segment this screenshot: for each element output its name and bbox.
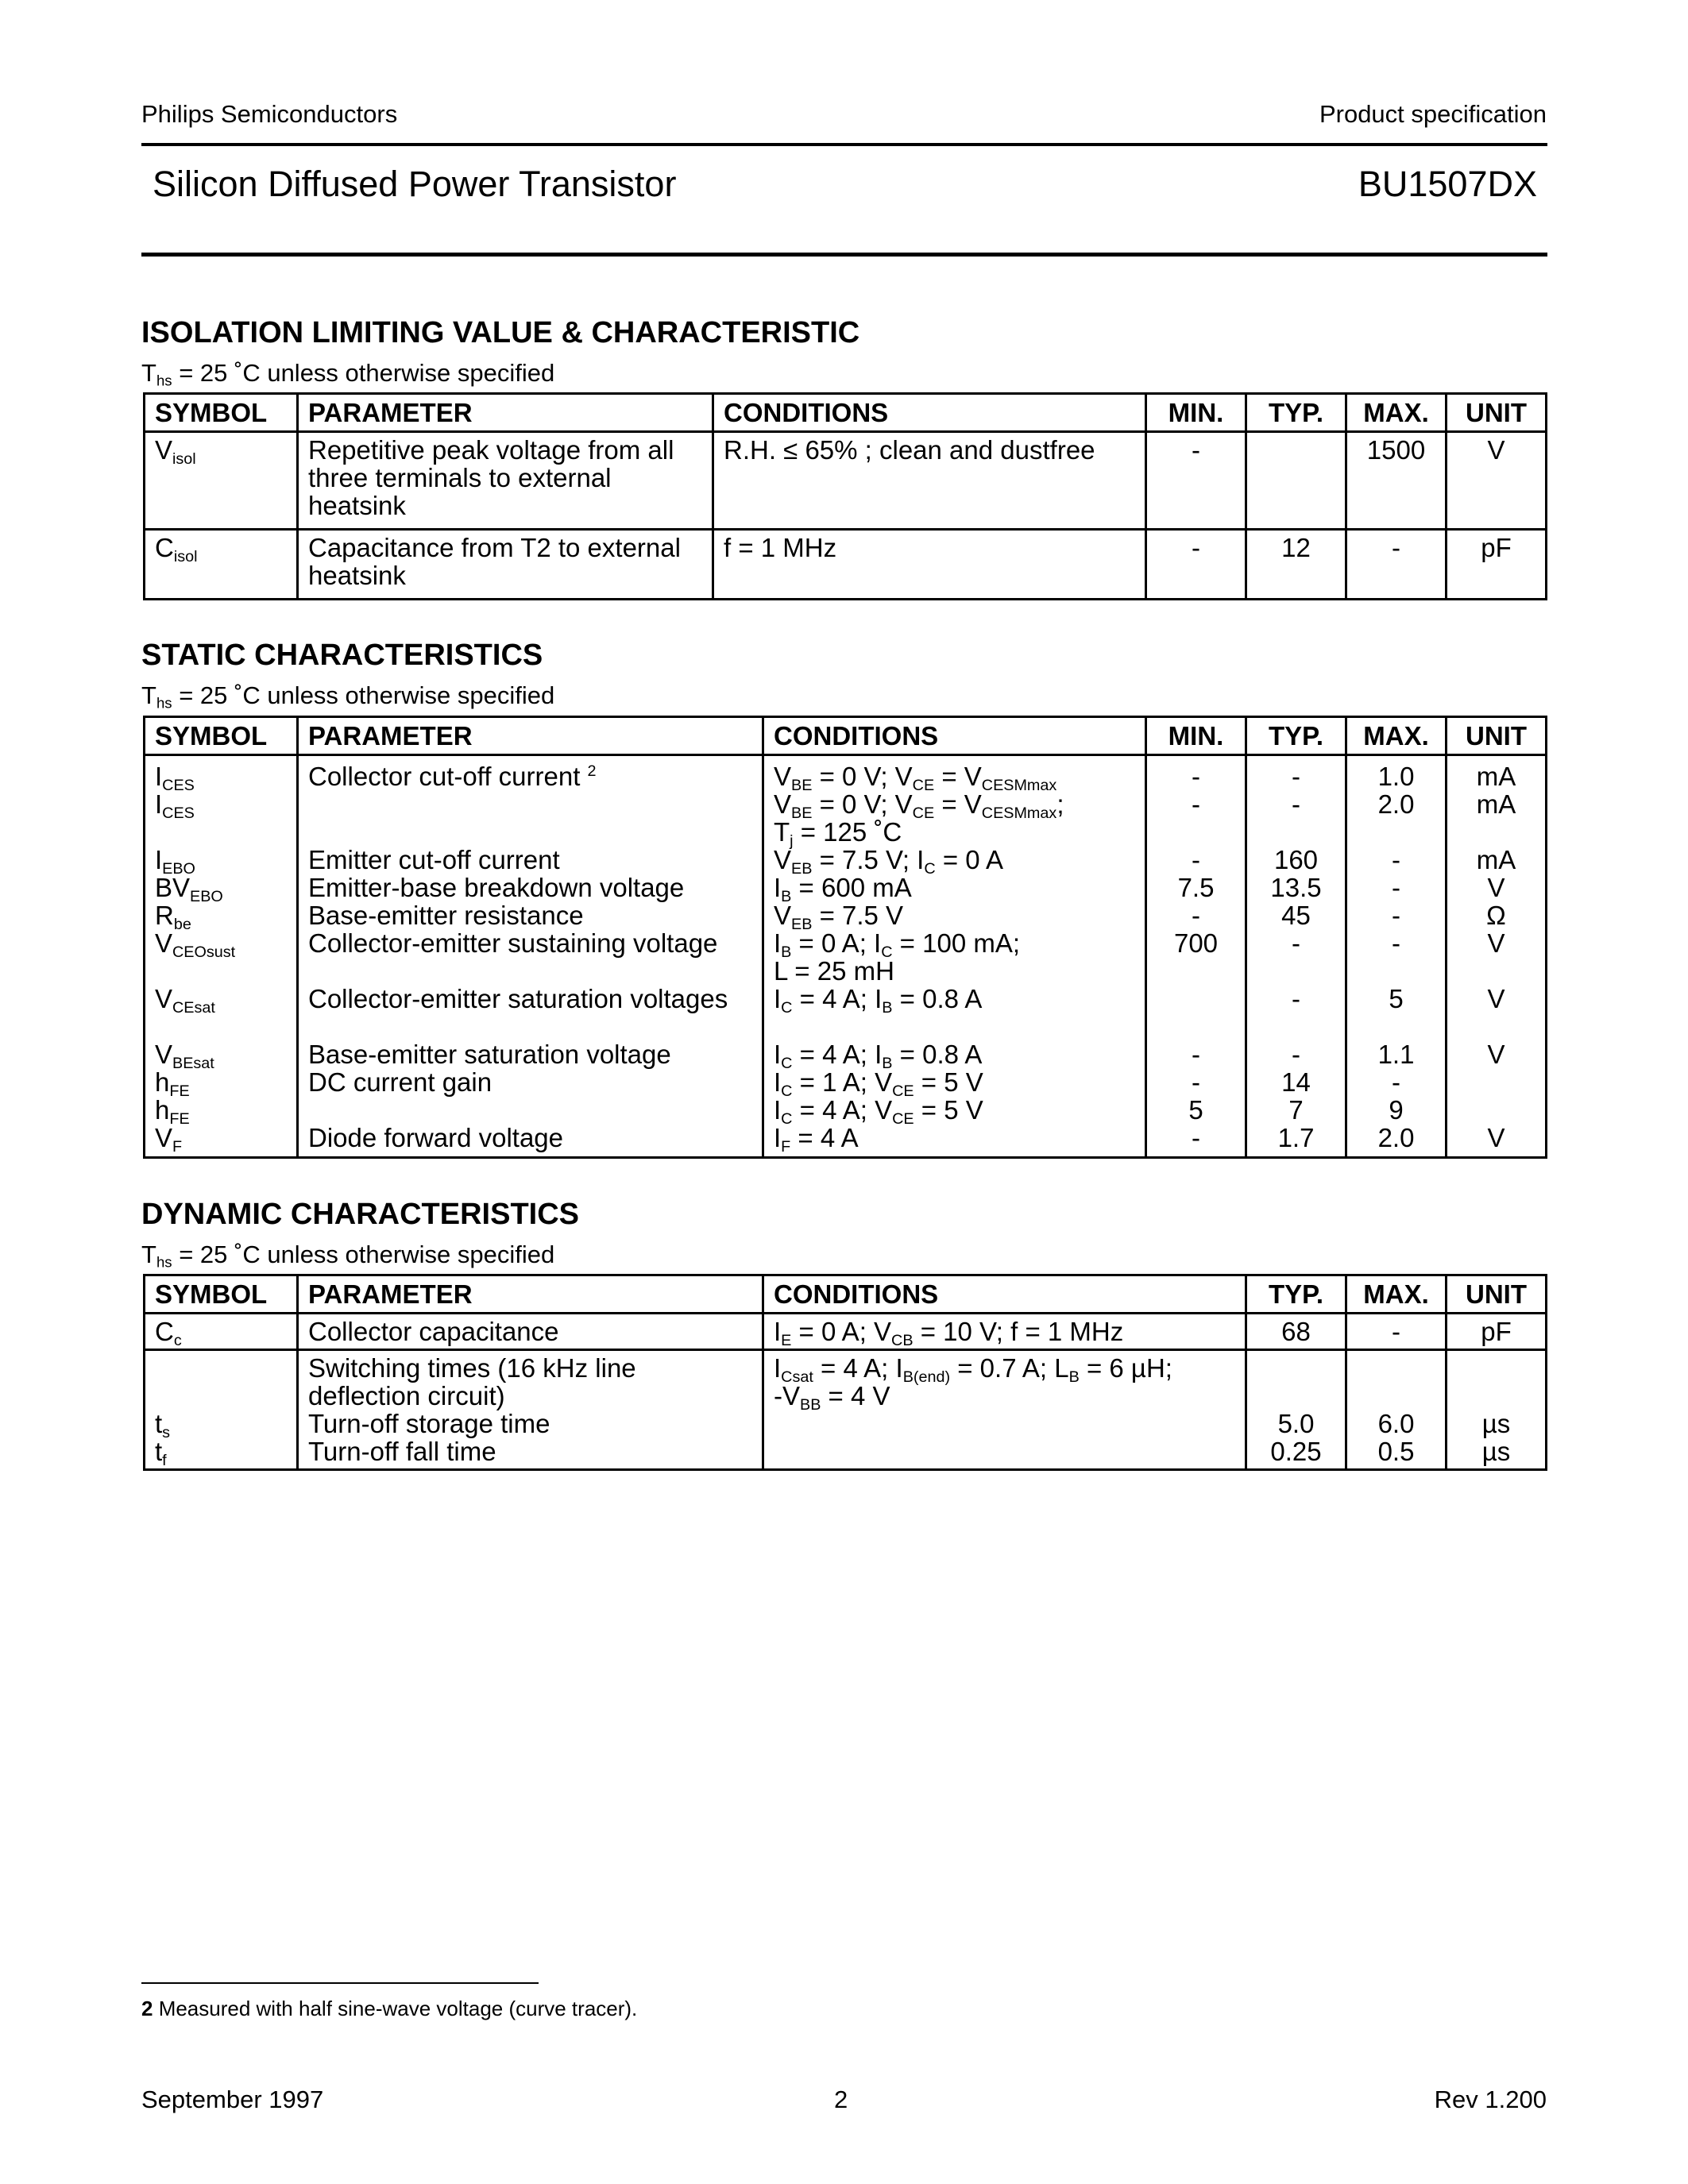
typ-value <box>1257 957 1335 985</box>
static-table <box>143 716 1547 1159</box>
max-value: 2.0 <box>1377 1123 1415 1152</box>
symbol-line: $V_{BEsat}$ <box>155 1040 214 1072</box>
conditions-line: $V_{EB} = 7.5$ V; $I_C = 0$ A <box>774 845 1003 878</box>
min-value: - <box>1192 845 1200 874</box>
max-value: - <box>1392 873 1400 902</box>
parameter-line: Emitter-base breakdown voltage <box>308 873 685 902</box>
table-header-row <box>145 394 1547 432</box>
symbol-line: $BV_{EBO}$ <box>155 873 223 905</box>
dynamic-table <box>143 1274 1547 1471</box>
max-column <box>1346 755 1447 1158</box>
max-value <box>1357 957 1435 985</box>
conditions-line: $I_B = 600$ mA <box>774 873 912 905</box>
col-min: MIN. <box>1146 394 1246 432</box>
unit-cell: pF <box>1447 1314 1547 1350</box>
unit-value <box>1457 957 1535 985</box>
parameter-line: DC current gain <box>308 1067 492 1097</box>
symbol-line: $I_{CES}$ <box>155 762 195 794</box>
min-value <box>1157 1013 1235 1040</box>
max-cell: 1500 <box>1346 432 1447 530</box>
min-value <box>1157 818 1235 846</box>
parameter-cell: Switching times (16 kHz line deflection circuit) Turn-off storage time Turn-off fall time <box>298 1350 763 1470</box>
typ-value: - <box>1292 1040 1300 1069</box>
max-value: 5 <box>1389 984 1404 1013</box>
typ-cell: 68 <box>1246 1314 1346 1350</box>
max-value: - <box>1392 928 1400 958</box>
document-type: Product specification <box>1319 100 1547 128</box>
col-parameter: PARAMETER <box>298 394 713 432</box>
typ-value: - <box>1292 984 1300 1013</box>
max-cell: 6.0 0.5 <box>1346 1350 1447 1470</box>
parameter-line <box>308 818 752 846</box>
conditions-line: $I_C = 4$ A; $I_B = 0.8$ A <box>774 1040 983 1072</box>
max-value: - <box>1392 901 1400 930</box>
table-row <box>145 530 1547 600</box>
col-typ: TYP. <box>1246 394 1346 432</box>
unit-value <box>1457 1096 1535 1124</box>
document-title: Silicon Diffused Power Transistor <box>153 164 677 204</box>
col-parameter: PARAMETER <box>298 717 763 755</box>
unit-value: mA <box>1476 762 1516 791</box>
table-header-row <box>145 1275 1547 1314</box>
conditions-line: $I_C = 1$ A; $V_{CE} = 5$ V <box>774 1067 983 1100</box>
max-value: 1.0 <box>1377 762 1415 791</box>
symbol-line: $h_{FE}$ <box>155 1095 190 1128</box>
parameter-cell: Capacitance from T2 to external heatsink <box>298 530 713 600</box>
col-typ: TYP. <box>1246 717 1346 755</box>
parameter-line: Base-emitter saturation voltage <box>308 1040 671 1069</box>
unit-value: Ω <box>1486 901 1506 930</box>
symbol-line: $I_{EBO}$ <box>155 845 195 878</box>
parameter-line: Base-emitter resistance <box>308 901 584 930</box>
col-conditions: CONDITIONS <box>763 717 1146 755</box>
parameter-line: Emitter cut-off current <box>308 845 560 874</box>
company-name: Philips Semiconductors <box>141 100 398 128</box>
min-column <box>1146 755 1246 1158</box>
col-max: MAX. <box>1346 717 1447 755</box>
symbol-line: $R_{be}$ <box>155 901 191 933</box>
col-symbol: SYMBOL <box>145 394 298 432</box>
symbol-cell: $C_{isol}$ <box>145 530 298 600</box>
conditions-column <box>763 755 1146 1158</box>
conditions-cell: f = 1 MHz <box>713 530 1146 600</box>
unit-value: V <box>1487 984 1505 1013</box>
min-value: - <box>1192 1067 1200 1097</box>
col-max: MAX. <box>1346 1275 1447 1314</box>
col-max: MAX. <box>1346 394 1447 432</box>
parameter-cell: Repetitive peak voltage from all three terminals to external heatsink <box>298 432 713 530</box>
conditions-line: $V_{BE} = 0$ V; $V_{CE} = V_{CESMmax}$ <box>774 762 1057 794</box>
typ-value: - <box>1292 928 1300 958</box>
min-cell: - <box>1146 432 1246 530</box>
isolation-conditions: $T_{hs} = 25$ ˚C unless otherwise specified <box>141 359 555 389</box>
unit-value: V <box>1487 873 1505 902</box>
parameter-line <box>308 957 752 985</box>
typ-value: 7 <box>1288 1095 1304 1125</box>
min-value: 700 <box>1173 928 1219 958</box>
unit-column <box>1447 755 1547 1158</box>
static-conditions: $T_{hs} = 25$ ˚C unless otherwise specified <box>141 681 555 712</box>
parameter-line <box>308 1013 752 1040</box>
revision: Rev 1.200 <box>1434 2086 1547 2113</box>
col-unit: UNIT <box>1447 394 1547 432</box>
min-value: - <box>1192 1040 1200 1069</box>
conditions-line: $V_{BE} = 0$ V; $V_{CE} = V_{CESMmax}$; <box>774 789 1064 822</box>
unit-value: mA <box>1476 789 1516 819</box>
typ-value: 45 <box>1281 901 1311 930</box>
parameter-line: Collector-emitter saturation voltages <box>308 984 728 1013</box>
typ-value <box>1257 818 1335 846</box>
symbol-line <box>155 957 287 985</box>
table-header-row <box>145 717 1547 755</box>
parameter-column <box>298 755 763 1158</box>
symbol-line: $h_{FE}$ <box>155 1067 190 1100</box>
min-value: 7.5 <box>1177 873 1215 902</box>
table-row <box>145 432 1547 530</box>
max-cell: - <box>1346 1314 1447 1350</box>
part-number: BU1507DX <box>1358 164 1537 204</box>
unit-value <box>1457 1013 1535 1040</box>
typ-value: 160 <box>1273 845 1319 874</box>
parameter-line: Collector-emitter sustaining voltage <box>308 928 718 958</box>
unit-value: V <box>1487 928 1505 958</box>
col-min: MIN. <box>1146 717 1246 755</box>
unit-cell: V <box>1447 432 1547 530</box>
footnote: 2 Measured with half sine-wave voltage (curve tracer). <box>141 1997 638 2020</box>
conditions-line: $V_{EB} = 7.5$ V <box>774 901 904 933</box>
symbol-column <box>145 755 298 1158</box>
typ-column <box>1246 755 1346 1158</box>
conditions-cell: $I_{Csat} = 4$ A; $I_{B(end)} = 0.7$ A; $L_B = 6$ µH; $-V_{BB} = 4$ V <box>763 1350 1246 1470</box>
footer-date: September 1997 <box>141 2086 324 2113</box>
col-unit: UNIT <box>1447 1275 1547 1314</box>
parameter-line <box>308 790 752 818</box>
typ-cell: 5.0 0.25 <box>1246 1350 1346 1470</box>
typ-value: 1.7 <box>1277 1123 1315 1152</box>
conditions-line: $I_B = 0$ A; $I_C = 100$ mA; <box>774 928 1021 961</box>
typ-value: - <box>1292 762 1300 791</box>
parameter-line: Collector cut-off current $^2$ <box>308 762 597 791</box>
min-value <box>1157 957 1235 985</box>
conditions-cell: R.H. ≤ 65% ; clean and dustfree <box>713 432 1146 530</box>
unit-value <box>1457 1068 1535 1096</box>
col-conditions: CONDITIONS <box>713 394 1146 432</box>
header-rule-bottom <box>141 253 1547 257</box>
col-symbol: SYMBOL <box>145 717 298 755</box>
min-value <box>1157 985 1235 1013</box>
max-value: 1.1 <box>1377 1040 1415 1069</box>
page-number: 2 <box>834 2086 848 2113</box>
min-value: - <box>1192 762 1200 791</box>
unit-value: mA <box>1476 845 1516 874</box>
conditions-line: $I_F = 4$ A <box>774 1123 859 1156</box>
conditions-line: $I_C = 4$ A; $V_{CE} = 5$ V <box>774 1095 983 1128</box>
parameter-cell: Collector capacitance <box>298 1314 763 1350</box>
symbol-line <box>155 1013 287 1040</box>
conditions-line: L = 25 mH <box>774 956 894 986</box>
min-value: - <box>1192 1123 1200 1152</box>
header-rule-top <box>141 143 1547 146</box>
max-value: - <box>1392 845 1400 874</box>
dynamic-heading: DYNAMIC CHARACTERISTICS <box>141 1198 579 1231</box>
col-unit: UNIT <box>1447 717 1547 755</box>
typ-value: 14 <box>1281 1067 1311 1097</box>
symbol-line <box>155 818 287 846</box>
parameter-line: Diode forward voltage <box>308 1123 564 1152</box>
table-row <box>145 755 1547 1158</box>
symbol-line: $V_F$ <box>155 1123 183 1156</box>
symbol-cell: $C_c$ <box>145 1314 298 1350</box>
static-heading: STATIC CHARACTERISTICS <box>141 639 543 672</box>
symbol-line: $V_{CEOsust}$ <box>155 928 236 961</box>
table-row <box>145 1350 1547 1470</box>
typ-value <box>1257 1013 1335 1040</box>
isolation-heading: ISOLATION LIMITING VALUE & CHARACTERISTIC <box>141 316 860 349</box>
unit-value <box>1457 818 1535 846</box>
typ-cell: 12 <box>1246 530 1346 600</box>
col-conditions: CONDITIONS <box>763 1275 1246 1314</box>
unit-cell: pF <box>1447 530 1547 600</box>
max-value <box>1357 1013 1435 1040</box>
conditions-line: $T_j = 125$ ˚C <box>774 817 902 850</box>
dynamic-conditions: $T_{hs} = 25$ ˚C unless otherwise specified <box>141 1241 555 1271</box>
max-cell: - <box>1346 530 1447 600</box>
typ-cell <box>1246 432 1346 530</box>
max-value: - <box>1392 1067 1400 1097</box>
symbol-cell: $t_s$ $t_f$ <box>145 1350 298 1470</box>
conditions-cell: $I_E = 0$ A; $V_{CB} = 10$ V; f = 1 MHz <box>763 1314 1246 1350</box>
table-row <box>145 1314 1547 1350</box>
col-symbol: SYMBOL <box>145 1275 298 1314</box>
max-value: 2.0 <box>1377 789 1415 819</box>
symbol-line: $V_{CEsat}$ <box>155 984 215 1017</box>
symbol-line: $I_{CES}$ <box>155 789 195 822</box>
unit-value: V <box>1487 1040 1505 1069</box>
conditions-line <box>774 1013 1135 1040</box>
parameter-line <box>308 1096 752 1124</box>
conditions-line: $I_C = 4$ A; $I_B = 0.8$ A <box>774 984 983 1017</box>
isolation-table <box>143 392 1547 600</box>
min-cell: - <box>1146 530 1246 600</box>
col-parameter: PARAMETER <box>298 1275 763 1314</box>
min-value: - <box>1192 789 1200 819</box>
max-value: 9 <box>1389 1095 1404 1125</box>
symbol-cell: $V_{isol}$ <box>145 432 298 530</box>
max-value <box>1357 818 1435 846</box>
typ-value: 13.5 <box>1270 873 1322 902</box>
footnote-rule <box>141 1982 539 1984</box>
min-value: - <box>1192 901 1200 930</box>
col-typ: TYP. <box>1246 1275 1346 1314</box>
unit-cell: µs µs <box>1447 1350 1547 1470</box>
typ-value: - <box>1292 789 1300 819</box>
unit-value: V <box>1487 1123 1505 1152</box>
min-value: 5 <box>1188 1095 1203 1125</box>
